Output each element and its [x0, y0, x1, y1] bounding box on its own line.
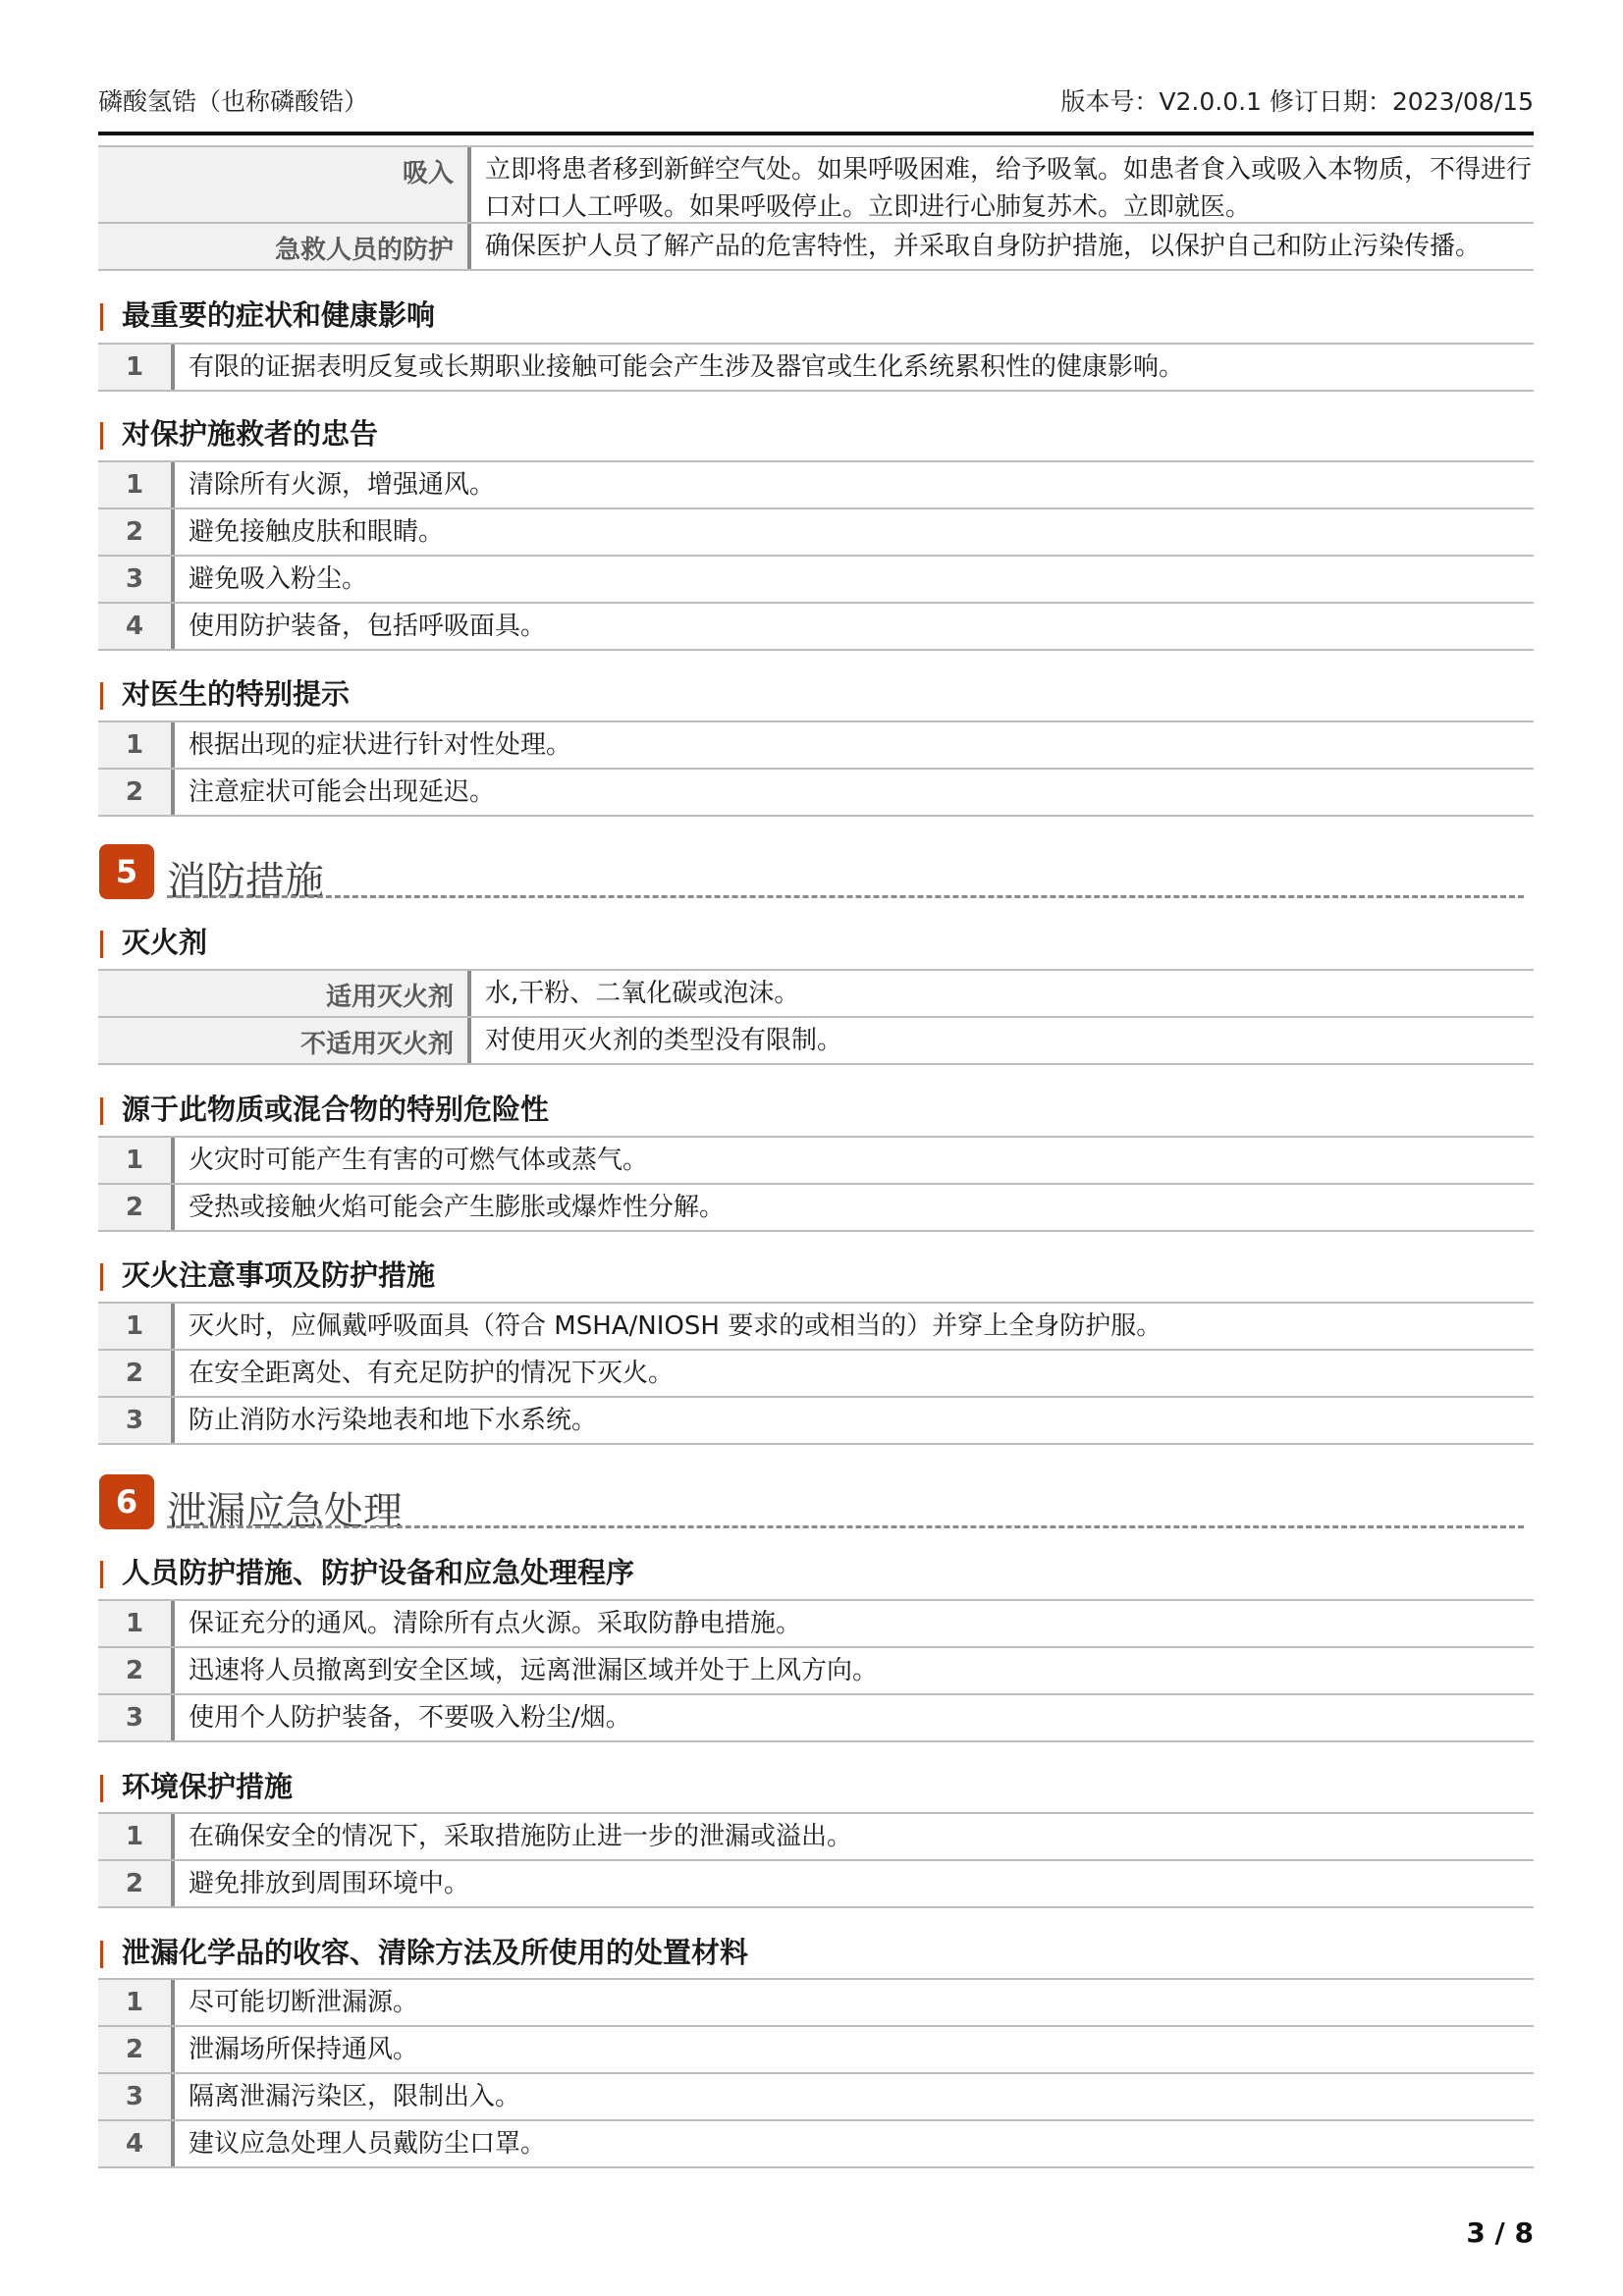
extinguishing-media-table [98, 969, 1534, 1065]
subsection-title: 对保护施救者的忠告 [98, 414, 378, 454]
list-item: 1 有限的证据表明反复或长期职业接触可能会产生涉及器官或生化系统累积性的健康影响。 [98, 345, 1534, 392]
list-item: 1 火灾时可能产生有害的可燃气体或蒸气。 [98, 1138, 1534, 1185]
section-number-badge: 5 [99, 844, 154, 899]
subsection-title: 灭火注意事项及防护措施 [98, 1255, 435, 1295]
environmental-precautions-list [98, 1812, 1534, 1908]
row-label: 适用灭火剂 [98, 971, 471, 1016]
table-row [98, 1018, 1534, 1065]
list-item: 2 在安全距离处、有充足防护的情况下灭火。 [98, 1351, 1534, 1398]
subsection-title: 对医生的特别提示 [98, 674, 350, 714]
list-item: 3 防止消防水污染地表和地下水系统。 [98, 1398, 1534, 1445]
list-item: 4 建议应急处理人员戴防尘口罩。 [98, 2121, 1534, 2168]
version-info: 版本号：V2.0.0.1 修订日期：2023/08/15 [1060, 87, 1534, 116]
section-number-badge: 6 [99, 1474, 154, 1529]
list-item: 2 受热或接触火焰可能会产生膨胀或爆炸性分解。 [98, 1185, 1534, 1232]
product-name: 磷酸氢锆（也称磷酸锆） [98, 87, 369, 116]
containment-list [98, 1978, 1534, 2168]
row-value: 确保医护人员了解产品的危害特性，并采取自身防护措施，以保护自己和防止污染传播。 [485, 232, 1482, 261]
list-item: 1 尽可能切断泄漏源。 [98, 1980, 1534, 2027]
section-title: 消防措施 [167, 859, 324, 904]
subsection-title: 灭火剂 [98, 923, 207, 962]
subsection-title: 泄漏化学品的收容、清除方法及所使用的处置材料 [98, 1933, 748, 1972]
table-row [98, 147, 1534, 224]
row-label: 不适用灭火剂 [98, 1018, 471, 1063]
list-item: 1 在确保安全的情况下，采取措施防止进一步的泄漏或溢出。 [98, 1814, 1534, 1861]
first-aid-table [98, 145, 1534, 271]
list-item: 2 注意症状可能会出现延迟。 [98, 770, 1534, 817]
row-label: 吸入 [98, 147, 471, 222]
row-label: 急救人员的防护 [98, 224, 471, 269]
list-item: 3 隔离泄漏污染区，限制出入。 [98, 2074, 1534, 2121]
dashed-divider [167, 1525, 1524, 1528]
row-value: 对使用灭火剂的类型没有限制。 [485, 1026, 843, 1055]
section-6-header [98, 1474, 1524, 1534]
subsection-title: 环境保护措施 [98, 1767, 293, 1806]
symptoms-list [98, 343, 1534, 392]
list-item: 1 灭火时，应佩戴呼吸面具（符合 MSHA/NIOSH 要求的或相当的）并穿上全身防护服。 [98, 1304, 1534, 1351]
row-value: 立即将患者移到新鲜空气处。如果呼吸困难，给予吸氧。如患者食入或吸入本物质，不得进行口对口人工呼吸。如果呼吸停止。立即进行心肺复苏术。立即就医。 [485, 155, 1533, 222]
dashed-divider [167, 895, 1524, 898]
physician-notes-list [98, 721, 1534, 817]
subsection-title: 人员防护措施、防护设备和应急处理程序 [98, 1553, 634, 1592]
subsection-title: 源于此物质或混合物的特别危险性 [98, 1090, 549, 1129]
list-item: 1 清除所有火源，增强通风。 [98, 462, 1534, 509]
header-rule [98, 132, 1534, 135]
subsection-title: 最重要的症状和健康影响 [98, 295, 435, 335]
list-item: 2 避免排放到周围环境中。 [98, 1861, 1534, 1908]
list-item: 1 保证充分的通风。清除所有点火源。采取防静电措施。 [98, 1601, 1534, 1648]
table-row [98, 971, 1534, 1018]
section-5-header [98, 844, 1524, 904]
list-item: 3 避免吸入粉尘。 [98, 557, 1534, 604]
page-number: 3 / 8 [1466, 2216, 1534, 2249]
list-item: 2 泄漏场所保持通风。 [98, 2027, 1534, 2074]
list-item: 2 避免接触皮肤和眼睛。 [98, 509, 1534, 557]
personal-precautions-list [98, 1599, 1534, 1742]
list-item: 3 使用个人防护装备，不要吸入粉尘/烟。 [98, 1695, 1534, 1742]
page-header [98, 82, 1534, 118]
section-title: 泄漏应急处理 [167, 1489, 403, 1534]
firefighting-list [98, 1302, 1534, 1445]
row-value: 水,干粉、二氧化碳或泡沫。 [485, 979, 800, 1008]
special-hazards-list [98, 1136, 1534, 1232]
list-item: 4 使用防护装备，包括呼吸面具。 [98, 604, 1534, 651]
list-item: 1 根据出现的症状进行针对性处理。 [98, 722, 1534, 770]
list-item: 2 迅速将人员撤离到安全区域，远离泄漏区域并处于上风方向。 [98, 1648, 1534, 1695]
rescuer-advice-list [98, 460, 1534, 651]
table-row [98, 224, 1534, 271]
